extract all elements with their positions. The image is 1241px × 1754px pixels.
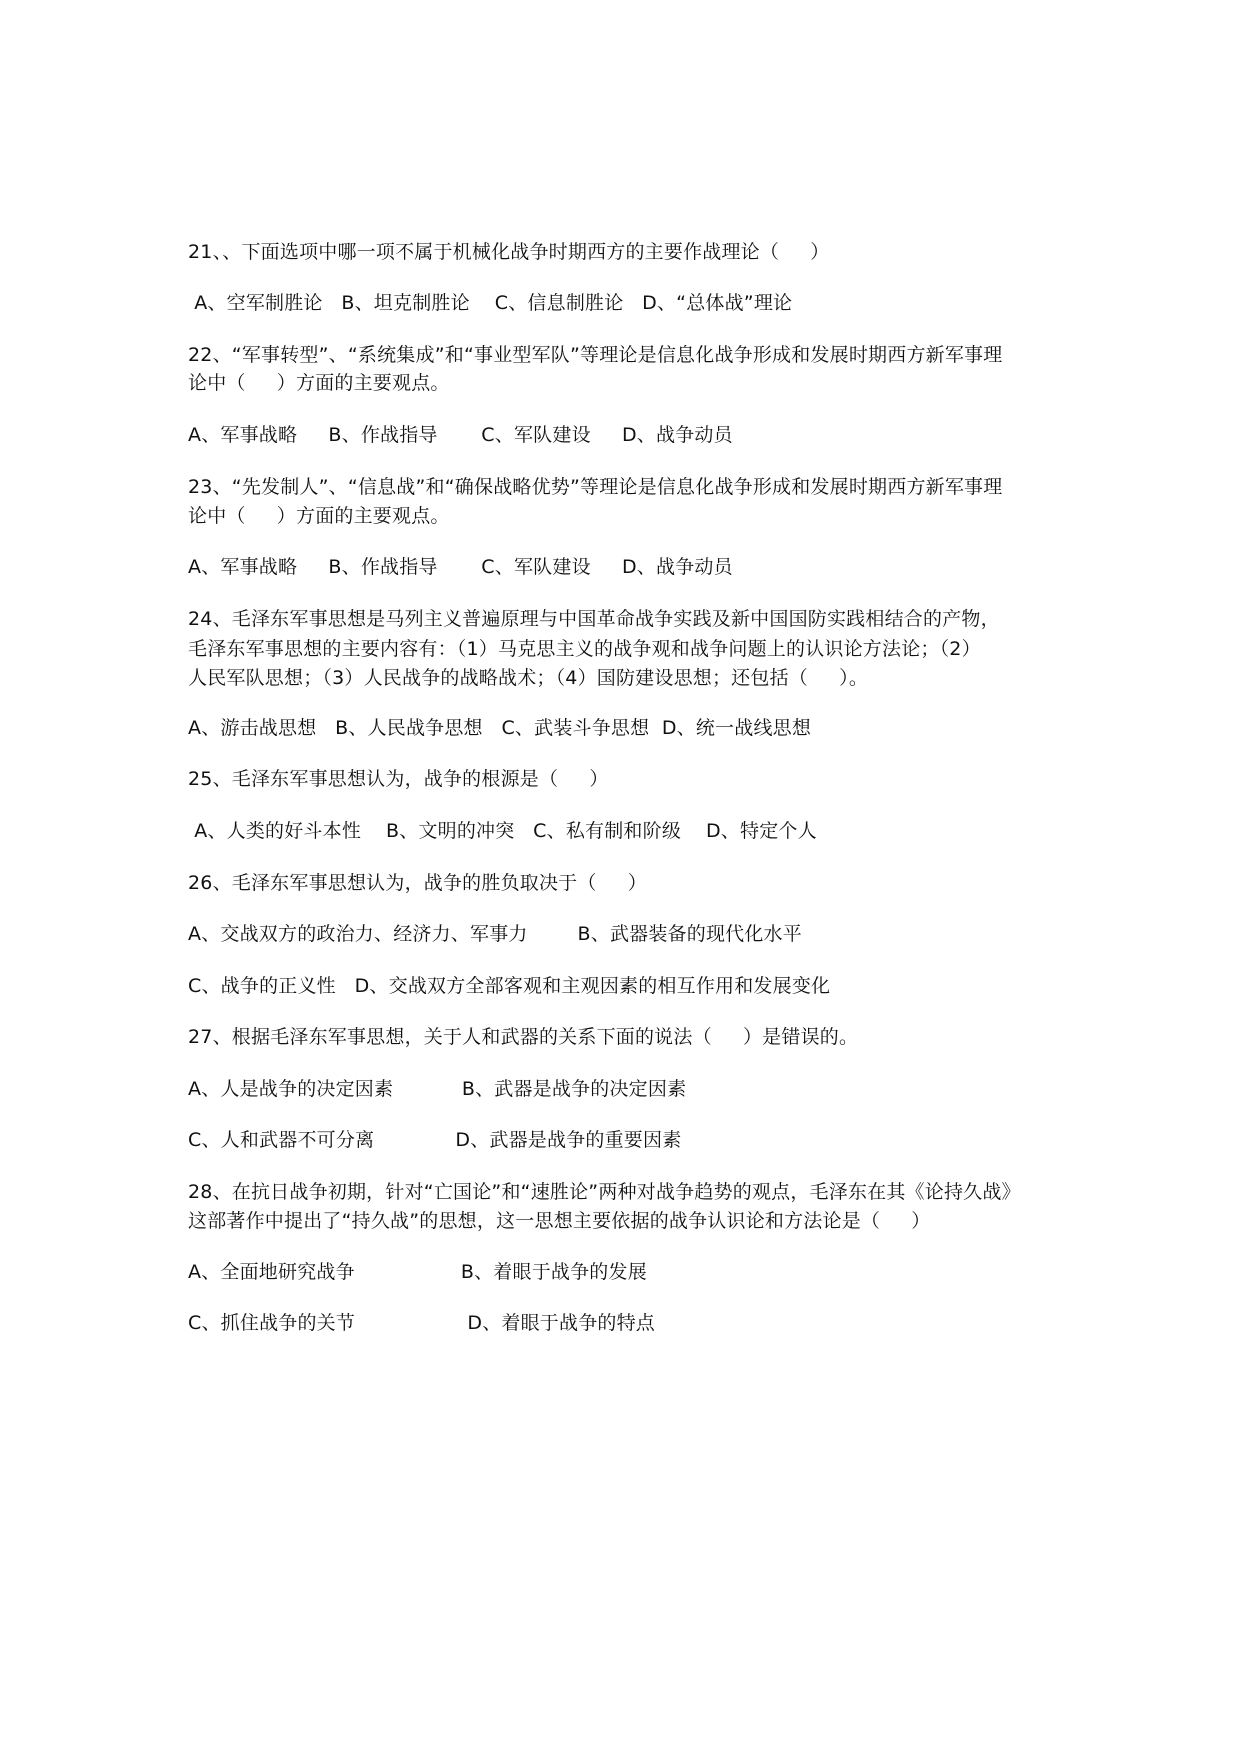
question-22-options-line-1: A、军事战略 B、作战指导 C、军队建设 D、战争动员 [188,424,733,446]
question-23-stem-line-2: 论中（ ）方面的主要观点。 [188,505,450,527]
question-27-stem-line-1: 27、根据毛泽东军事思想，关于人和武器的关系下面的说法（ ）是错误的。 [188,1026,859,1048]
question-26-stem-line-1: 26、毛泽东军事思想认为，战争的胜负取决于（ ） [188,872,647,894]
question-28-options-line-2: C、抓住战争的关节 D、着眼于战争的特点 [188,1312,656,1334]
question-22-stem-line-1: 22、“军事转型”、“系统集成”和“事业型军队”等理论是信息化战争形成和发展时期西方新军事理 [188,344,1003,366]
question-24-stem-line-2: 毛泽东军事思想的主要内容有：（1）马克思主义的战争观和战争问题上的认识论方法论；（2） [188,638,981,660]
question-26-options-line-1: A、交战双方的政治力、经济力、军事力 B、武器装备的现代化水平 [188,923,802,945]
question-24-stem-line-1: 24、毛泽东军事思想是马列主义普遍原理与中国革命战争实践及新中国国防实践相结合的产物， [188,608,1000,630]
question-23-stem-line-1: 23、“先发制人”、“信息战”和“确保战略优势”等理论是信息化战争形成和发展时期西方新军事理 [188,476,1003,498]
question-24-options-line-1: A、游击战思想 B、人民战争思想 C、武装斗争思想 D、统一战线思想 [188,717,812,739]
question-23-options-line-1: A、军事战略 B、作战指导 C、军队建设 D、战争动员 [188,556,733,578]
question-24-stem-line-3: 人民军队思想；（3）人民战争的战略战术；（4）国防建设思想；还包括（ ）。 [188,667,869,689]
question-22-stem-line-2: 论中（ ）方面的主要观点。 [188,372,450,394]
question-28-stem-line-2: 这部著作中提出了“持久战”的思想，这一思想主要依据的战争认识论和方法论是（ ） [188,1210,931,1232]
question-25-stem-line-1: 25、毛泽东军事思想认为，战争的根源是（ ） [188,768,609,790]
question-21-options-line-1: A、空军制胜论 B、坦克制胜论 C、信息制胜论 D、“总体战”理论 [188,292,793,314]
question-26-options-line-2: C、战争的正义性 D、交战双方全部客观和主观因素的相互作用和发展变化 [188,975,831,997]
question-28-stem-line-1: 28、在抗日战争初期，针对“亡国论”和“速胜论”两种对战争趋势的观点，毛泽东在其《论持久战》 [188,1181,1021,1203]
question-27-options-line-1: A、人是战争的决定因素 B、武器是战争的决定因素 [188,1078,687,1100]
question-28-options-line-1: A、全面地研究战争 B、着眼于战争的发展 [188,1261,647,1283]
question-25-options-line-1: A、人类的好斗本性 B、文明的冲突 C、私有制和阶级 D、特定个人 [188,820,817,842]
question-21-stem-line-1: 21、、下面选项中哪一项不属于机械化战争时期西方的主要作战理论（ ） [188,241,830,263]
question-27-options-line-2: C、人和武器不可分离 D、武器是战争的重要因素 [188,1129,682,1151]
